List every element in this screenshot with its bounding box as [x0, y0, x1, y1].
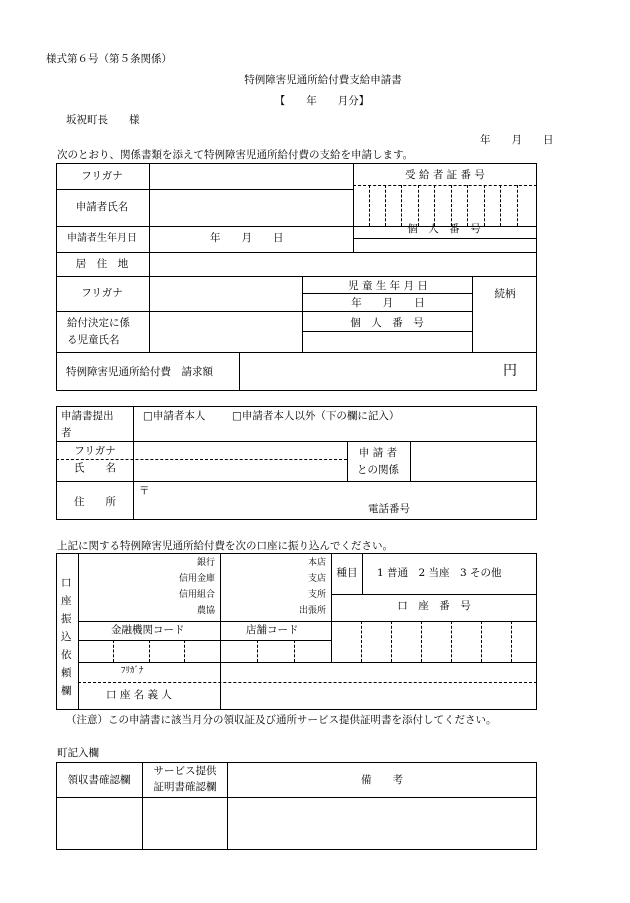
submitter-furigana-label: フリガナ	[74, 445, 116, 457]
account-type-options: 1 普通 2 当座 3 その他	[377, 567, 502, 579]
bank-side-label-1: 座	[61, 595, 72, 607]
receipt-check-label: 領収書確認欄	[67, 774, 131, 786]
bank-side-label-0: 口	[61, 577, 72, 589]
bank-side-label-3: 込	[61, 631, 72, 643]
bank-code-label: 金融機関コード	[111, 624, 185, 636]
yen-unit: 円	[503, 363, 517, 379]
child-furigana-label: フリガナ	[81, 287, 123, 299]
branch-type-office: 出張所	[298, 606, 326, 616]
branch-type-main: 本店	[307, 558, 326, 568]
inst-type-shinkumi: 信用組合	[178, 590, 215, 600]
holder-furigana-label: ﾌﾘｶﾞﾅ	[121, 666, 144, 676]
bank-side-label-4: 依	[61, 649, 72, 661]
applicant-birthdate-label: 申請者生年月日	[67, 233, 137, 244]
branch-type-sub: 支所	[307, 590, 326, 600]
submitter-self-checkbox[interactable]: □申請者本人	[143, 410, 206, 422]
addressee: 坂祝町長 様	[66, 114, 140, 126]
furigana-label: フリガナ	[81, 170, 123, 182]
relation-label-2: との関係	[357, 464, 399, 476]
child-name-label-1: 給付決定に係	[67, 317, 130, 329]
submitter-label-1: 申請書提出	[61, 410, 114, 422]
note-text: （注意）この申請書に該当月分の領収証及び通所サービス提供証明書を添付してください。	[66, 714, 497, 726]
submitter-other-checkbox[interactable]: □申請者本人以外（下の欄に記入）	[232, 410, 400, 422]
bank-side-label-6: 欄	[61, 685, 72, 697]
form-title: 特例障害児通所給付費支給申請書	[244, 74, 402, 86]
child-birthdate-label: 児 童 生 年 月 日	[348, 280, 428, 292]
applicant-table	[56, 163, 537, 391]
submitter-label-2: 者	[61, 427, 72, 439]
application-date: 年 月 日	[480, 134, 554, 146]
submitter-name-label: 氏 名	[74, 462, 116, 474]
bank-side-label-5: 頼	[61, 667, 72, 679]
address-label: 居 住 地	[75, 258, 129, 270]
recipient-cert-no-label: 受 給 者 証 番 号	[405, 169, 485, 181]
claim-amount-label: 特例障害児通所給付費 請求額	[66, 366, 213, 378]
inst-type-nokyo: 農協	[196, 606, 215, 616]
personal-no-label: 個 人 番 号	[407, 223, 481, 235]
child-birthdate-value: 年 月 日	[351, 297, 425, 309]
applicant-name-label: 申請者氏名	[75, 201, 129, 213]
submitter-table	[56, 406, 537, 520]
service-cert-label-1: サービス提供	[153, 765, 217, 777]
child-name-label-2: る児童氏名	[67, 334, 120, 346]
target-period: 【 年 月分】	[274, 95, 370, 107]
postal-mark: 〒	[139, 485, 150, 497]
branch-code-label: 店舗コード	[246, 624, 299, 636]
branch-type-branch: 支店	[307, 574, 326, 584]
phone-label: 電話番号	[368, 503, 410, 515]
relation-label-1: 申 請 者	[358, 447, 398, 459]
account-holder-label: 口 座 名 義 人	[106, 689, 172, 701]
applicant-birthdate-value: 年 月 日	[210, 232, 284, 244]
inst-type-bank: 銀行	[196, 558, 215, 568]
intro-text: 次のとおり、関係書類を添えて特例障害児通所給付費の支給を申請します。	[57, 149, 414, 161]
relationship-label: 続柄	[494, 288, 516, 300]
bank-side-label-2: 振	[61, 613, 72, 625]
submitter-address-label: 住 所	[74, 496, 116, 508]
service-cert-label-2: 証明書確認欄	[153, 781, 217, 793]
account-no-label: 口 座 番 号	[397, 600, 471, 612]
bank-intro: 上記に関する特例障害児通所給付費を次の口座に振り込んでください。	[57, 540, 393, 552]
form-number: 様式第６号（第５条関係）	[46, 53, 172, 65]
office-section-label: 町記入欄	[57, 747, 99, 759]
child-personal-no-label: 個 人 番 号	[350, 317, 424, 329]
account-type-label: 種目	[336, 567, 358, 579]
inst-type-shinkin: 信用金庫	[178, 574, 215, 584]
remarks-label: 備 考	[361, 774, 403, 786]
